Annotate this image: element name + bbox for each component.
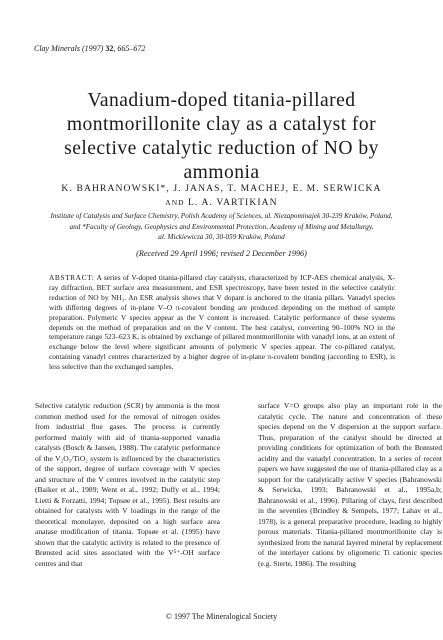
journal-name: Clay Minerals bbox=[34, 44, 80, 53]
copyright-footer: © 1997 The Mineralogical Society bbox=[165, 612, 278, 621]
page-range: , 665–672 bbox=[113, 44, 146, 53]
volume-number: 32 bbox=[105, 44, 114, 53]
affiliation-line: Institute of Catalysis and Surface Chemistry, Polish Academy of Sciences, ul. Niezapominajek 30-239 Kraków, Poland, bbox=[50, 212, 393, 220]
authors-and: AND bbox=[165, 198, 185, 207]
last-author: L. A. VARTIKIAN bbox=[188, 197, 278, 208]
affiliations bbox=[30, 211, 413, 243]
authors-line-2 bbox=[40, 196, 403, 210]
author-list bbox=[40, 182, 403, 210]
abstract-label: ABSTRACT: bbox=[49, 273, 95, 282]
article-title: Vanadium-doped titania-pillared montmorillonite clay as a catalyst for selective catalytic reduction of NO by ammonia bbox=[64, 90, 379, 183]
citation-year: (1997) bbox=[80, 44, 106, 53]
received-dates: (Received 29 April 1996; revised 2 December 1996) bbox=[136, 249, 307, 258]
affiliation-line: al. Mickiewicza 30, 30-059 Kraków, Poland bbox=[158, 233, 285, 241]
body-column-left: Selective catalytic reduction (SCR) by ammonia is the most common method used for the removal of nitrogen oxides from industrial flue gases. The process is currently performed mainly with aid of titania-supported vanadia catalysts (Bosch & Jansen, 1988). The catalytic performance of the V₂O₅/TiO₂ system is influenced by the characteristics of the support, degree of surface coverage with V species and structure of the V centres involved in the catalytic step (Baiker et al., 1989; Went et al., 1992; Duffy et al., 1994; Lietti & Forzatti, 1994; Topsøe et al., 1995). Best results are obtained for catalysts with V loadings in the range of the theoretical monolayer, deposited on a high surface area anatase modification of titania. Topsøe et al. (1995) have shown that the catalytic activity is related to the presence of Brønsted acid sites associated with the V⁵⁺-OH surface centres and that bbox=[35, 401, 220, 568]
authors-line-1: K. BAHRANOWSKI*, J. JANAS, T. MACHEJ, E. M. SERWICKA bbox=[61, 183, 382, 194]
affiliation-line: and *Faculty of Geology, Geophysics and Environmental Protection, Academy of Mining and Metallurgy, bbox=[69, 222, 374, 231]
abstract bbox=[49, 273, 395, 372]
abstract-text: A series of V-doped titania-pillared clay catalysts, characterized by ICP-AES chemical analysis, X-ray diffraction, BET surface area measurement, and ESR spectroscopy, have been tested in the selective catalytic reduction of NO by NH₃. An ESR analysis shows that V dopant is anchored to the titania pillars. Vanadyl species with differing degrees of in-plane V–O π-covalent bonding are produced depending on the method of sample preparation. Polymeric V species appear as the V content is increased. Catalytic performance of these systems depends on the method of preparation and on the V content. The best catalyst, converting 90–100% NO in the temperature range 523–623 K, is obtained by exchange of pillared montmorillonite with vanadyl ions, at an extent of exchange below the level where significant amounts of polymeric V species appear. The co-pillared catalyst, containing vanadyl centres characterized by a higher degree of in-plane π-covalent bonding (according to ESR), is less selective than the exchanged samples. bbox=[49, 273, 395, 372]
body-column-right: surface V=O groups also play an important role in the catalytic cycle. The nature and concentration of these species depend on the V dispersion at the support surface. Thus, preparation of the catalyst should be directed at providing conditions for optimization of both the Brønsted acidity and the vanadyl concentration. In a series of recent papers we have suggested the use of titania-pillared clay as a support for the catalytically active V species (Bahranowski & Serwicka, 1993; Bahranowski et al., 1995a,b; Bahranowski et al., 1996). Pillaring of clays, first described in the seventies (Brindley & Sempels, 1977; Lahav et al., 1978), is a general preparative procedure, leading to highly porous materials. Titania-pillared montmorillonite clay is synthesized from the natural layered mineral by replacement of the interlayer cations by oligomeric Ti cationic species (e.g. Sterte, 1986). The resulting bbox=[258, 401, 442, 568]
running-head bbox=[34, 44, 145, 53]
